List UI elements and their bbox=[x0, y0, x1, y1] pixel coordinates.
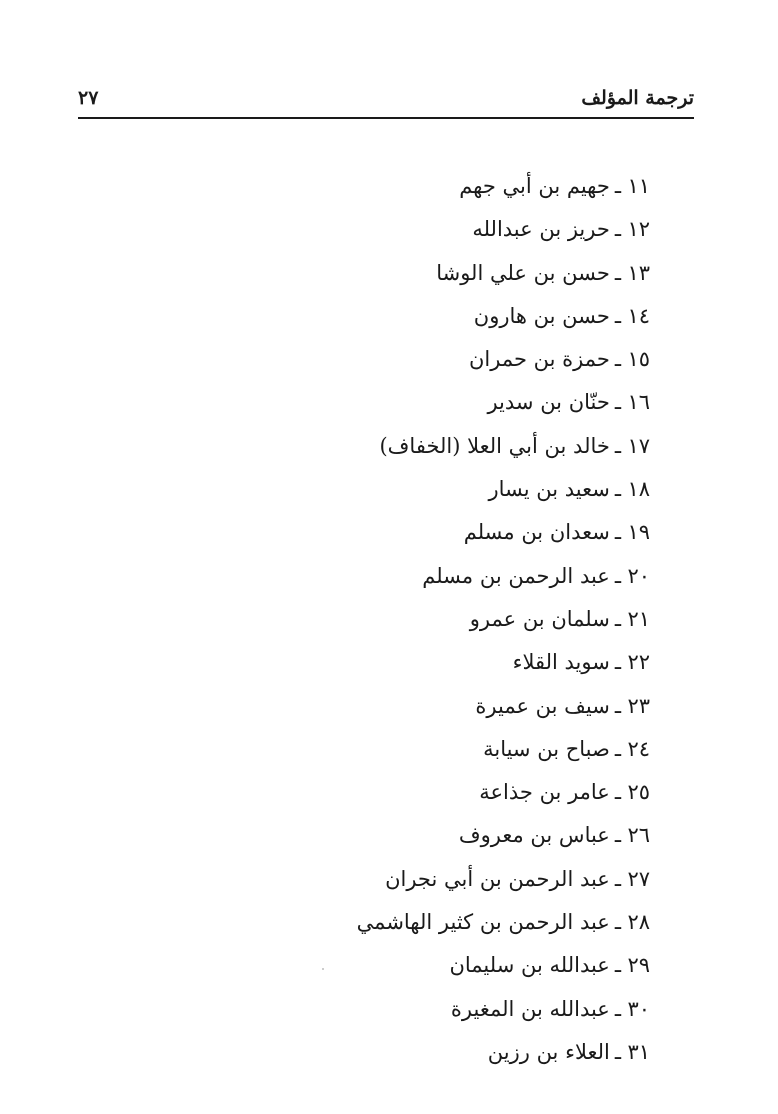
narrator-name: جهيم بن أبي جهم bbox=[459, 174, 610, 198]
item-number: ١٢ bbox=[627, 217, 650, 242]
item-number: ٢٦ bbox=[627, 823, 650, 848]
item-number: ١٧ bbox=[627, 433, 650, 458]
list-item bbox=[357, 338, 650, 381]
item-dash: ـ bbox=[614, 303, 621, 328]
list-item bbox=[357, 598, 650, 641]
item-number: ٢٤ bbox=[627, 736, 650, 761]
item-dash: ـ bbox=[614, 823, 621, 848]
list-item bbox=[357, 771, 650, 814]
narrator-name: عباس بن معروف bbox=[458, 823, 610, 848]
narrator-name: سعدان بن مسلم bbox=[463, 520, 610, 545]
item-dash: ـ bbox=[614, 347, 621, 372]
narrator-name: عبدالله بن سليمان bbox=[449, 953, 610, 978]
item-number: ١٥ bbox=[627, 347, 650, 372]
list-item bbox=[357, 468, 650, 511]
narrator-list bbox=[357, 165, 650, 1074]
list-item bbox=[357, 901, 650, 944]
list-item bbox=[357, 208, 650, 251]
item-number: ٢٧ bbox=[627, 866, 650, 891]
item-dash: ـ bbox=[614, 693, 621, 718]
narrator-name: حريز بن عبدالله bbox=[472, 217, 610, 242]
narrator-name: حسن بن علي الوشا bbox=[436, 260, 610, 285]
narrator-name: سعيد بن يسار bbox=[488, 477, 610, 502]
list-item bbox=[357, 381, 650, 424]
item-number: ١٩ bbox=[627, 520, 650, 545]
item-dash: ـ bbox=[614, 260, 621, 285]
list-item bbox=[357, 685, 650, 728]
page-number: ٢٧ bbox=[78, 87, 99, 109]
narrator-name: العلاء بن رزين bbox=[487, 1039, 610, 1064]
list-item bbox=[357, 641, 650, 684]
narrator-name: عامر بن جذاعة bbox=[479, 780, 610, 805]
list-item bbox=[357, 511, 650, 554]
running-header bbox=[78, 82, 694, 116]
narrator-name: عبد الرحمن بن كثير الهاشمي bbox=[356, 910, 610, 935]
item-number: ٢٥ bbox=[627, 780, 650, 805]
item-number: ١٨ bbox=[627, 477, 650, 502]
narrator-name: سيف بن عميرة bbox=[475, 693, 610, 718]
narrator-name: سويد القلاء bbox=[512, 650, 610, 675]
list-item bbox=[357, 555, 650, 598]
item-number: ١١ bbox=[627, 174, 650, 198]
narrator-name: حمزة بن حمران bbox=[468, 347, 610, 372]
narrator-name: سلمان بن عمرو bbox=[469, 606, 610, 631]
item-number: ٢٩ bbox=[627, 953, 650, 978]
item-dash: ـ bbox=[614, 996, 621, 1021]
item-dash: ـ bbox=[614, 650, 621, 675]
item-number: ١٦ bbox=[627, 390, 650, 415]
item-dash: ـ bbox=[614, 390, 621, 415]
item-number: ٢٠ bbox=[627, 563, 650, 588]
item-dash: ـ bbox=[614, 1039, 621, 1064]
list-item bbox=[357, 988, 650, 1031]
item-number: ٢٢ bbox=[627, 650, 650, 675]
item-dash: ـ bbox=[614, 477, 621, 502]
item-dash: ـ bbox=[614, 520, 621, 545]
narrator-name: عبدالله بن المغيرة bbox=[450, 996, 610, 1021]
item-number: ٢٨ bbox=[627, 910, 650, 935]
narrator-name: صباح بن سيابة bbox=[483, 736, 610, 761]
list-item bbox=[357, 252, 650, 295]
chapter-title: ترجمة المؤلف bbox=[581, 87, 694, 109]
narrator-name: حنّان بن سدير bbox=[487, 390, 610, 415]
item-dash: ـ bbox=[614, 433, 621, 458]
narrator-name: عبد الرحمن بن مسلم bbox=[422, 563, 610, 588]
list-item bbox=[357, 165, 650, 208]
item-dash: ـ bbox=[614, 866, 621, 891]
list-item bbox=[357, 1031, 650, 1074]
item-dash: ـ bbox=[614, 953, 621, 978]
item-dash: ـ bbox=[614, 780, 621, 805]
list-item bbox=[357, 944, 650, 987]
item-number: ٢٣ bbox=[627, 693, 650, 718]
item-number: ٣٠ bbox=[627, 996, 650, 1021]
scan-speck bbox=[322, 968, 324, 970]
item-number: ١٣ bbox=[627, 260, 650, 285]
narrator-name: حسن بن هارون bbox=[473, 303, 610, 328]
narrator-name: عبد الرحمن بن أبي نجران bbox=[385, 866, 610, 891]
list-item bbox=[357, 425, 650, 468]
item-dash: ـ bbox=[614, 217, 621, 242]
list-item bbox=[357, 858, 650, 901]
narrator-name: خالد بن أبي العلا (الخفاف) bbox=[379, 433, 610, 458]
list-item bbox=[357, 814, 650, 857]
header-divider bbox=[78, 117, 694, 119]
item-dash: ـ bbox=[614, 910, 621, 935]
item-dash: ـ bbox=[614, 736, 621, 761]
list-item bbox=[357, 728, 650, 771]
item-dash: ـ bbox=[614, 606, 621, 631]
item-number: ٢١ bbox=[627, 606, 650, 631]
item-dash: ـ bbox=[614, 174, 621, 198]
item-number: ١٤ bbox=[627, 303, 650, 328]
list-item bbox=[357, 295, 650, 338]
item-number: ٣١ bbox=[627, 1039, 650, 1064]
item-dash: ـ bbox=[614, 563, 621, 588]
